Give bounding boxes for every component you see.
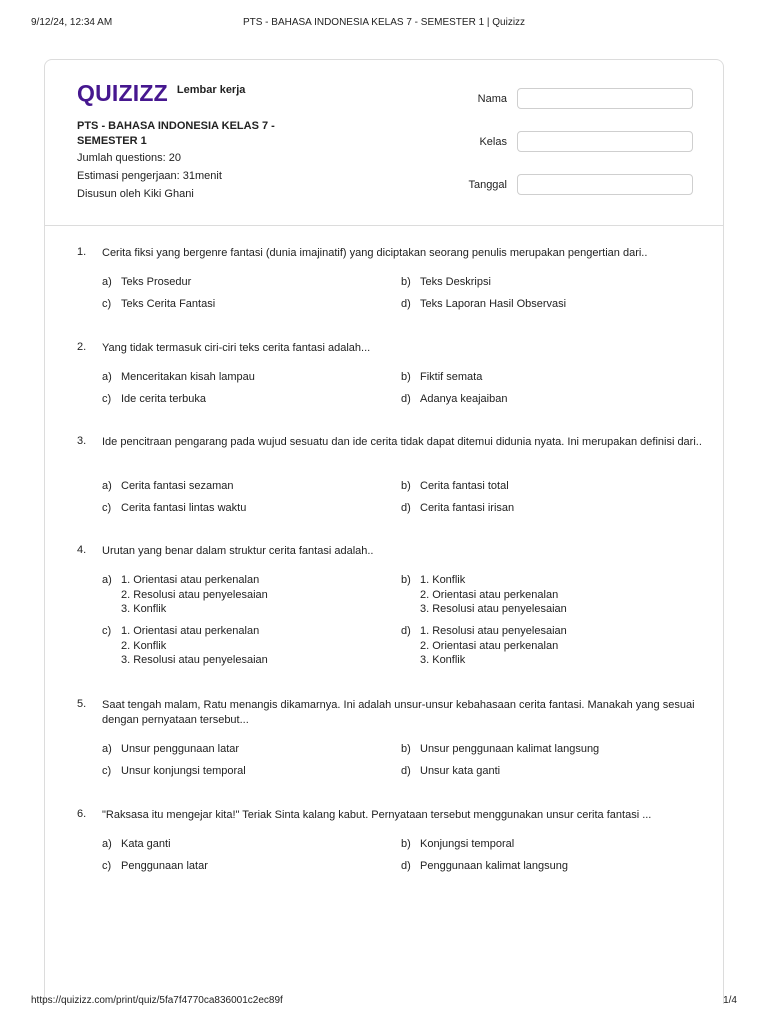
option-text: Teks Prosedur bbox=[121, 276, 192, 288]
option-text: Unsur konjungsi temporal bbox=[121, 765, 246, 777]
option-letter: b) bbox=[401, 480, 411, 492]
option-line: 2. Orientasi atau perkenalan bbox=[420, 588, 559, 601]
question-text: Yang tidak termasuk ciri-ciri teks cerita fantasi adalah... bbox=[102, 342, 371, 354]
kelas-field[interactable] bbox=[517, 131, 693, 152]
option-letter: c) bbox=[102, 298, 112, 310]
option-letter: b) bbox=[401, 371, 411, 383]
tanggal-label: Tanggal bbox=[468, 179, 507, 191]
worksheet-label: Lembar kerja bbox=[176, 84, 246, 96]
option-letter: d) bbox=[401, 298, 411, 310]
question-text: Cerita fiksi yang bergenre fantasi (dunia imajinatif) yang diciptakan seorang penulis merupakan pengertian dari.. bbox=[102, 247, 648, 259]
option-letter: a) bbox=[102, 574, 112, 586]
option-text: Konjungsi temporal bbox=[420, 838, 515, 850]
print-page-title: PTS - BAHASA INDONESIA KELAS 7 - SEMESTER 1 | Quizizz bbox=[242, 17, 526, 28]
option-letter: a) bbox=[102, 276, 112, 288]
option-text: Unsur penggunaan kalimat langsung bbox=[420, 743, 600, 755]
question-number: 6. bbox=[77, 808, 87, 820]
print-url: https://quizizz.com/print/quiz/5fa7f4770ca836001c2ec89f bbox=[31, 995, 283, 1006]
option-text bbox=[420, 573, 567, 617]
question-number: 1. bbox=[77, 246, 87, 258]
option-line: 1. Konflik bbox=[420, 574, 466, 586]
option-line: 1. Resolusi atau penyelesaian bbox=[420, 625, 567, 637]
option-text: Ide cerita terbuka bbox=[121, 393, 206, 405]
option-letter: d) bbox=[401, 502, 411, 514]
option-text: Adanya keajaiban bbox=[420, 393, 508, 405]
option-text: Unsur kata ganti bbox=[420, 765, 501, 777]
option-letter: b) bbox=[401, 276, 411, 288]
kelas-label: Kelas bbox=[479, 136, 507, 148]
time-estimate: Estimasi pengerjaan: 31menit bbox=[77, 170, 222, 182]
option-letter: b) bbox=[401, 574, 411, 586]
option-text: Teks Cerita Fantasi bbox=[121, 298, 216, 310]
question-number: 5. bbox=[77, 698, 87, 710]
option-text: Teks Deskripsi bbox=[420, 276, 491, 288]
option-text: Cerita fantasi lintas waktu bbox=[121, 502, 247, 514]
quiz-title: PTS - BAHASA INDONESIA KELAS 7 - SEMESTER 1 bbox=[77, 120, 275, 147]
option-text: Teks Laporan Hasil Observasi bbox=[420, 298, 567, 310]
question-text: Ide pencitraan pengarang pada wujud sesuatu dan ide cerita tidak dapat ditemui didunia nyata. Ini merupakan definisi dari.. bbox=[102, 436, 702, 448]
option-text bbox=[420, 624, 567, 668]
question-text: "Raksasa itu mengejar kita!" Teriak Sinta kalang kabut. Pernyataan tersebut menggunakan unsur cerita fantasi ... bbox=[102, 809, 652, 821]
option-letter: d) bbox=[401, 625, 411, 637]
option-text: Fiktif semata bbox=[420, 371, 483, 383]
option-letter: d) bbox=[401, 860, 411, 872]
quizizz-logo: QUIZIZZ bbox=[77, 80, 168, 106]
option-line: 3. Resolusi atau penyelesaian bbox=[121, 654, 268, 666]
option-text: Cerita fantasi total bbox=[420, 480, 509, 492]
option-letter: d) bbox=[401, 765, 411, 777]
option-text: Unsur penggunaan latar bbox=[121, 743, 240, 755]
author: Disusun oleh Kiki Ghani bbox=[77, 188, 194, 200]
worksheet bbox=[44, 59, 724, 1004]
question-text: Urutan yang benar dalam struktur cerita fantasi adalah.. bbox=[102, 545, 374, 557]
option-text: Kata ganti bbox=[121, 838, 171, 850]
option-letter: a) bbox=[102, 838, 112, 850]
questions-count: Jumlah questions: 20 bbox=[77, 152, 181, 164]
option-letter: d) bbox=[401, 393, 411, 405]
option-line: 2. Orientasi atau perkenalan bbox=[420, 639, 559, 652]
option-text: Cerita fantasi sezaman bbox=[121, 480, 234, 492]
option-line: 3. Konflik bbox=[420, 654, 466, 666]
option-line: 1. Orientasi atau perkenalan bbox=[121, 625, 260, 637]
option-text: Penggunaan kalimat langsung bbox=[420, 860, 569, 872]
option-letter: c) bbox=[102, 765, 112, 777]
question-number: 4. bbox=[77, 544, 87, 556]
page-number: 1/4 bbox=[723, 995, 737, 1006]
nama-label: Nama bbox=[477, 93, 507, 105]
brand bbox=[77, 82, 245, 104]
option-line: 2. Konflik bbox=[121, 639, 167, 652]
question-number: 2. bbox=[77, 341, 87, 353]
option-line: 1. Orientasi atau perkenalan bbox=[121, 574, 260, 586]
option-letter: c) bbox=[102, 860, 112, 872]
print-datetime: 9/12/24, 12:34 AM bbox=[31, 17, 113, 28]
question-number: 3. bbox=[77, 435, 87, 447]
option-text: Menceritakan kisah lampau bbox=[121, 371, 255, 383]
option-letter: c) bbox=[102, 625, 112, 637]
option-line: 3. Konflik bbox=[121, 603, 167, 615]
nama-field[interactable] bbox=[517, 88, 693, 109]
worksheet-header bbox=[45, 60, 723, 226]
print-footer bbox=[31, 995, 737, 1009]
option-letter: a) bbox=[102, 371, 112, 383]
option-letter: a) bbox=[102, 743, 112, 755]
option-letter: a) bbox=[102, 480, 112, 492]
option-line: 3. Resolusi atau penyelesaian bbox=[420, 603, 567, 615]
option-letter: c) bbox=[102, 502, 112, 514]
option-text bbox=[121, 573, 268, 617]
option-letter: b) bbox=[401, 743, 411, 755]
option-line: 2. Resolusi atau penyelesaian bbox=[121, 588, 268, 601]
option-text bbox=[121, 624, 268, 668]
option-letter: b) bbox=[401, 838, 411, 850]
option-letter: c) bbox=[102, 393, 112, 405]
option-text: Penggunaan latar bbox=[121, 860, 208, 872]
print-header bbox=[31, 17, 737, 31]
option-text: Cerita fantasi irisan bbox=[420, 502, 515, 514]
question-text: Saat tengah malam, Ratu menangis dikamarnya. Ini adalah unsur-unsur kebahasaan cerita fantasi. Manakah yang sesuai dengan pernyataan tersebut... bbox=[102, 699, 695, 726]
tanggal-field[interactable] bbox=[517, 174, 693, 195]
